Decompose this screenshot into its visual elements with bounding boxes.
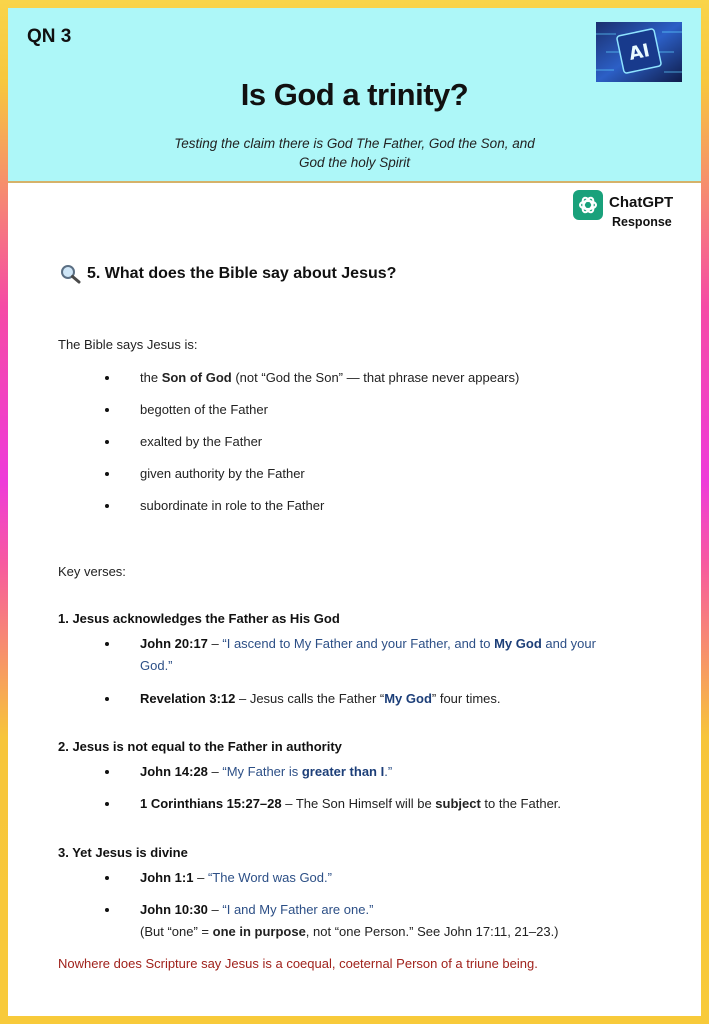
page: QN 3 Is God a trinity? Testing the claim there is God The Father, God the Son, and God the holy Spirit AI ChatGPT Response 5. What does the Bible say about Jesus? The Bible says Jesus is: the Son of God (not “God the Son” — that phrase never appears) begotten of the Father exalted by the Father given authority by the Father subordinate in role to the Father Key verses: 1. Jesus acknowledges the Father as His God John 20:17 – “I ascend to My Father and your Father, and to My God and your God.” Revelation 3:12 – Jesus calls the Father “My God” four times. 2. Jesus is not equal to the Father in authority John 14:28 – “My Father is greater than I.” 1 Corinthians 15:27–28 – The Son Himself will be subject to the Father. 3. Yet Jesus is divine John 1:1 – “The Word was God.” John 10:30 – “I and My Father are one.” (But “one” = one in purpose, not “one Person.” See John 17:11, 21–23.) Nowhere does Scripture say Jesus is a coequal, coeternal Person of a triune being. <box>8 8 701 1016</box>
subtitle <box>148 134 561 172</box>
magnifier-icon <box>60 264 82 284</box>
header-banner <box>8 8 701 183</box>
bullet-dot <box>105 376 109 380</box>
section-heading-text: 5. What does the Bible say about Jesus? <box>87 265 397 282</box>
page-title: Is God a trinity? <box>240 77 469 112</box>
chatgpt-logo-icon <box>573 190 603 220</box>
bullet-dot <box>105 770 109 774</box>
point-1-title: 1. Jesus acknowledges the Father as His God <box>58 611 340 626</box>
section-heading <box>60 264 396 284</box>
badge-name: ChatGPT <box>609 194 674 211</box>
ai-chip-icon <box>596 22 682 82</box>
verse-ref: John 20:17 <box>140 636 208 651</box>
bullet-dot <box>105 408 109 412</box>
bullet-dot <box>105 504 109 508</box>
bullet-dot <box>105 876 109 880</box>
bullet-dot <box>105 802 109 806</box>
verse-ref: John 14:28 <box>140 764 208 779</box>
bullet-dot <box>105 908 109 912</box>
bullet-dot <box>105 697 109 701</box>
bullet-dot <box>105 440 109 444</box>
point-2-title: 2. Jesus is not equal to the Father in authority <box>58 739 342 754</box>
subtitle-line-1: Testing the claim there is God The Father, God the Son, and <box>174 136 535 151</box>
key-verses-label: Key verses: <box>58 564 126 579</box>
verse-ref: John 10:30 <box>140 902 208 917</box>
question-number: QN 3 <box>27 26 72 47</box>
bullet-dot <box>105 642 109 646</box>
conclusion: Nowhere does Scripture say Jesus is a coequal, coeternal Person of a triune being. <box>58 956 538 971</box>
bold-term: Son of God <box>161 370 232 385</box>
ai-chip-label: AI <box>627 40 652 65</box>
badge-sub: Response <box>612 215 672 229</box>
point-3-title: 3. Yet Jesus is divine <box>58 845 188 860</box>
verse-ref: Revelation 3:12 <box>140 691 236 706</box>
bullet-dot <box>105 472 109 476</box>
subtitle-line-2: God the holy Spirit <box>298 155 411 170</box>
verse-ref: 1 Corinthians 15:27–28 <box>140 796 282 811</box>
verse-ref: John 1:1 <box>140 870 194 885</box>
intro-text: The Bible says Jesus is: <box>58 337 198 352</box>
